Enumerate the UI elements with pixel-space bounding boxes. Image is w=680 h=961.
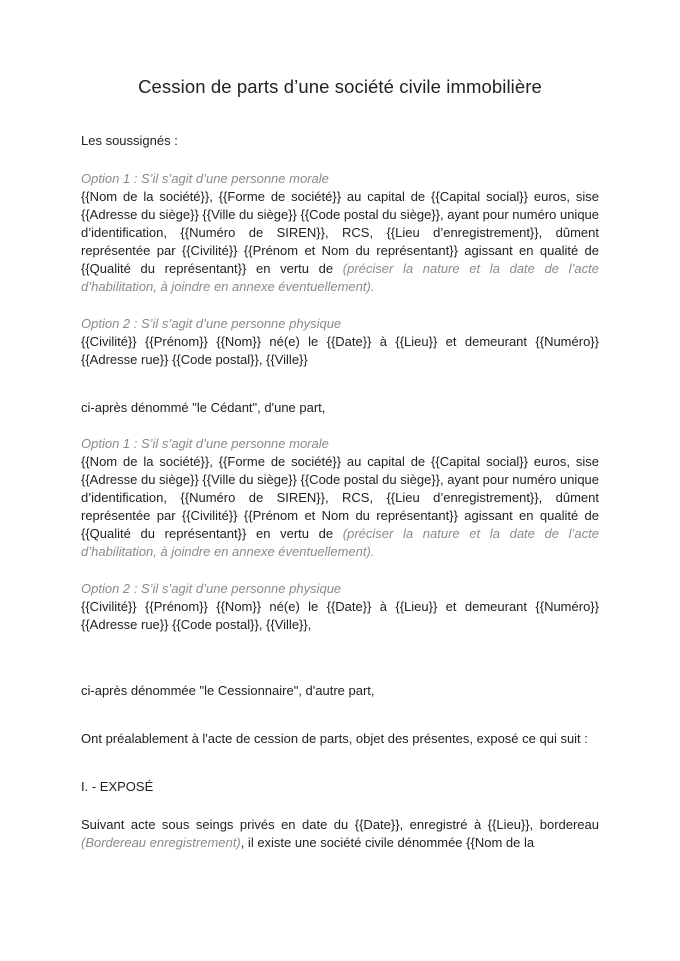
section1-text-start: Suivant acte sous seings privés en date du {{Date}}, enregistré à {{Lieu}}, bordereau bbox=[81, 817, 599, 832]
cessionnaire-option1-text bbox=[81, 453, 599, 561]
cedant-option1-note: (préciser la nature et la date de l’acte d’habilitation, à joindre en annexe éventuellement). bbox=[81, 261, 600, 294]
cedant-option2-heading: Option 2 : S’il s’agit d’une personne physique bbox=[81, 316, 342, 331]
cedant-designation: ci-après dénommé "le Cédant", d'une part, bbox=[81, 400, 326, 415]
cessionnaire-designation: ci-après dénommée "le Cessionnaire", d'autre part, bbox=[81, 683, 375, 698]
cessionnaire-option1-note: (préciser la nature et la date de l’acte d’habilitation, à joindre en annexe éventuellement). bbox=[81, 526, 600, 559]
preamble-text: Ont préalablement à l'acte de cession de parts, objet des présentes, exposé ce qui suit : bbox=[81, 731, 588, 746]
section1-paragraph bbox=[81, 816, 599, 852]
cedant-option1-text bbox=[81, 188, 599, 296]
cessionnaire-option2-text: {{Civilité}} {{Prénom}} {{Nom}} né(e) le {{Date}} à {{Lieu}} et demeurant {{Numéro}} {{Adresse rue}} {{Code postal}}, {{Ville}}, bbox=[81, 599, 599, 632]
section1-note: (Bordereau enregistrement) bbox=[81, 835, 241, 850]
cedant-option1-heading: Option 1 : S’il s’agit d’une personne morale bbox=[81, 171, 329, 186]
soussignes-label: Les soussignés : bbox=[81, 133, 178, 148]
cessionnaire-option1-heading: Option 1 : S’il s’agit d’une personne morale bbox=[81, 436, 329, 451]
cessionnaire-option2-heading: Option 2 : S’il s’agit d’une personne physique bbox=[81, 581, 342, 596]
document-title: Cession de parts d’une société civile immobilière bbox=[138, 76, 542, 97]
cedant-option2-text: {{Civilité}} {{Prénom}} {{Nom}} né(e) le {{Date}} à {{Lieu}} et demeurant {{Numéro}} {{Adresse rue}} {{Code postal}}, {{Ville}} bbox=[81, 334, 599, 367]
cessionnaire-option1-body: {{Nom de la société}}, {{Forme de société}} au capital de {{Capital social}} euros, sise {{Adresse du siège}} {{Ville du siège}} {{Code postal du siège}}, ayant pour numéro unique d’identification, {{Numéro de SIREN}}, RCS, {{Lieu d’enregistrement}}, dûment représentée par {{Civilité}} {{Prénom et Nom du représentant}} agissant en qualité de {{Qualité du représentant}} en vertu de bbox=[81, 454, 600, 541]
section-heading-expose: I. - EXPOSÉ bbox=[81, 779, 154, 794]
cedant-option1-body: {{Nom de la société}}, {{Forme de société}} au capital de {{Capital social}} euros, sise {{Adresse du siège}} {{Ville du siège}} {{Code postal du siège}}, ayant pour numéro unique d’identification, {{Numéro de SIREN}}, RCS, {{Lieu d’enregistrement}}, dûment représentée par {{Civilité}} {{Prénom et Nom du représentant}} agissant en qualité de {{Qualité du représentant}} en vertu de bbox=[81, 189, 600, 276]
section1-text-end: , il existe une société civile dénommée {{Nom de la bbox=[240, 835, 535, 850]
